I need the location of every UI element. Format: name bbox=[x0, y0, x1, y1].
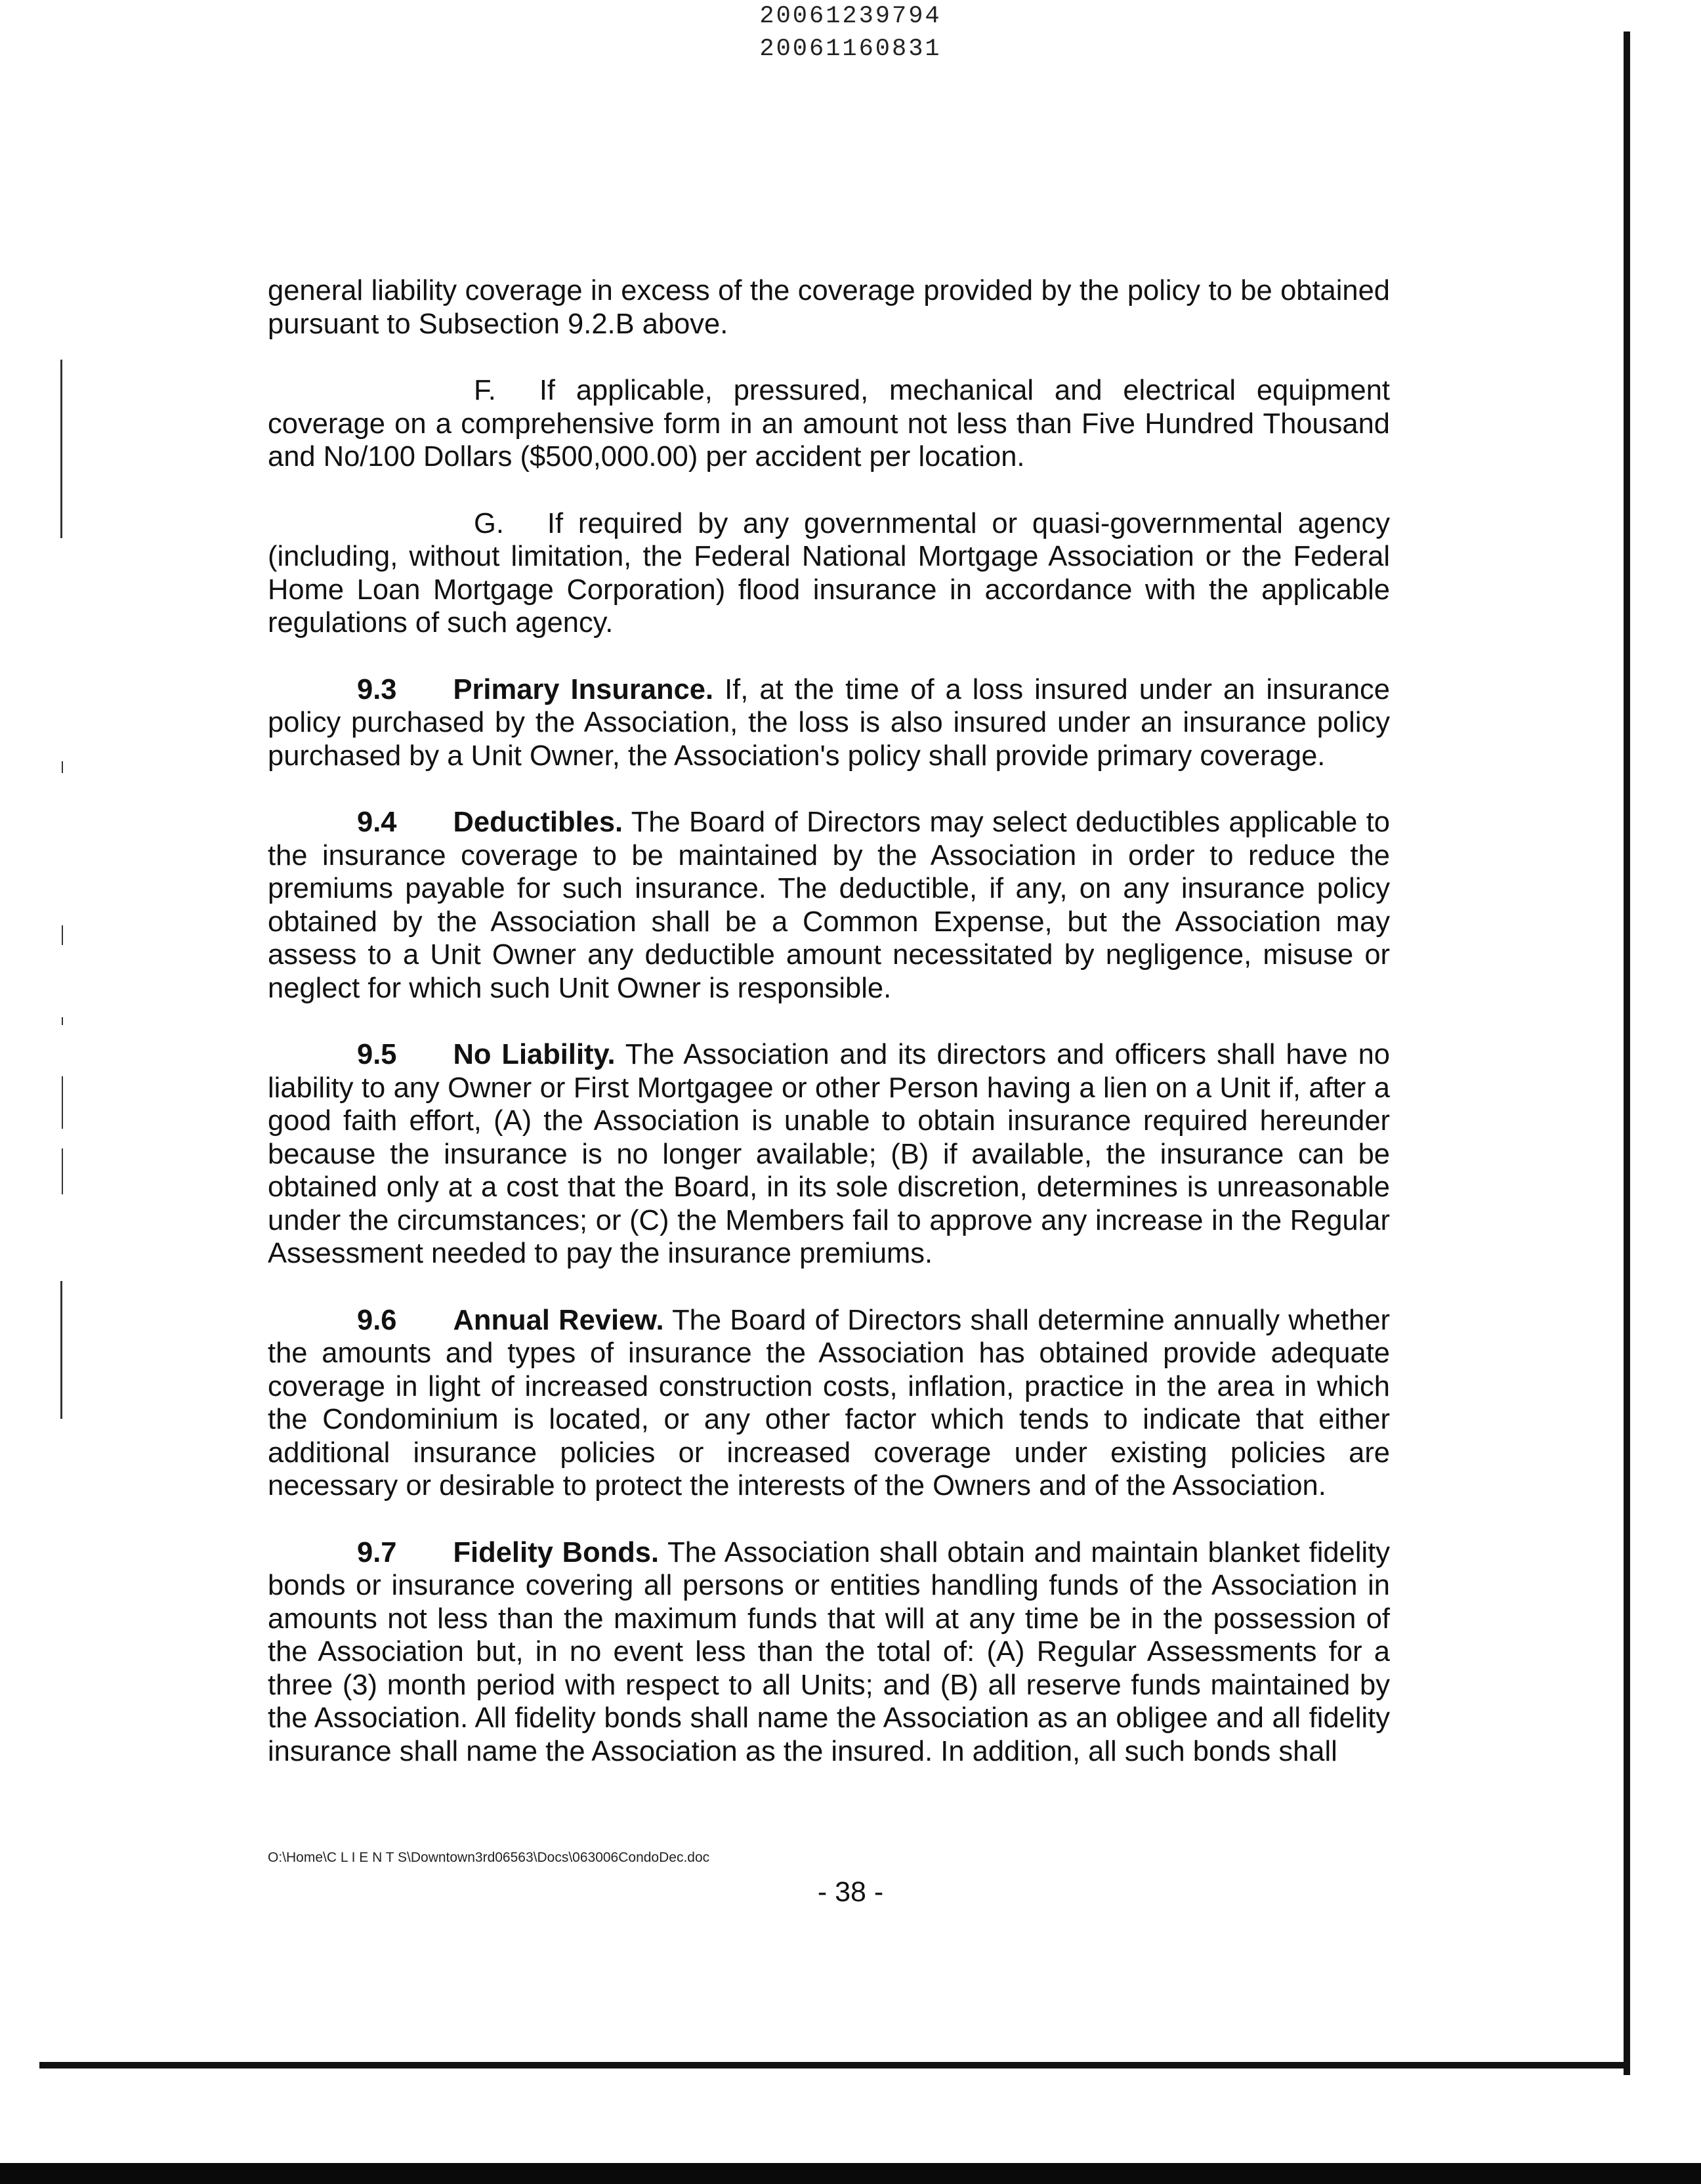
paragraph-continuation bbox=[268, 274, 1390, 341]
section-number: 9.7 bbox=[357, 1536, 397, 1568]
section-9-6 bbox=[268, 1304, 1390, 1503]
recording-number-2: 20061160831 bbox=[759, 35, 942, 63]
margin-mark bbox=[62, 761, 63, 773]
section-number: 9.6 bbox=[357, 1304, 397, 1336]
document-body bbox=[268, 274, 1390, 1768]
margin-mark bbox=[60, 1281, 62, 1419]
scan-edge-bottom bbox=[0, 2163, 1701, 2184]
margin-mark bbox=[62, 925, 63, 945]
margin-mark bbox=[62, 1148, 63, 1194]
page-number: - 38 - bbox=[817, 1876, 884, 1908]
section-number: 9.3 bbox=[357, 673, 397, 705]
scan-border-bottom bbox=[39, 2062, 1630, 2068]
section-number: 9.5 bbox=[357, 1039, 397, 1070]
section-heading: No Liability. bbox=[453, 1039, 616, 1070]
scan-border-right bbox=[1624, 32, 1630, 2075]
recording-number-1: 20061239794 bbox=[759, 3, 942, 30]
subparagraph-g bbox=[268, 507, 1390, 640]
section-9-5 bbox=[268, 1038, 1390, 1270]
section-text: The Board of Directors may select deductibles applicable to the insurance coverage to be maintained by the Association in order to reduce the premiums payable for such insurance. The deductible, if any, on any insurance policy obtained by the Association shall be a Common Expense, but the Association may assess to a Unit Owner any deductible amount necessitated by negligence, misuse or neglect for which such Unit Owner is responsible. bbox=[268, 807, 1390, 1004]
file-path-footer: O:\Home\C L I E N T S\Downtown3rd06563\Docs\063006CondoDec.doc bbox=[268, 1850, 710, 1865]
section-text: The Association shall obtain and maintain blanket fidelity bonds or insurance covering all persons or entities handling funds of the Association in amounts not less than the maximum funds that will at any time be in the possession of the Association but, in no event less than the total of: (A) Regular Assessments for a three (3) month period with respect to all Units; and (B) all reserve funds maintained by the Association. All fidelity bonds shall name the Association as an obligee and all fidelity insurance shall name the Association as the insured. In addition, all such bonds shall bbox=[268, 1536, 1390, 1767]
section-9-4 bbox=[268, 806, 1390, 1005]
section-heading: Deductibles. bbox=[453, 807, 623, 838]
section-9-7 bbox=[268, 1536, 1390, 1769]
section-text: If, at the time of a loss insured under an insurance policy purchased by the Association, the loss is also insured under an insurance policy purchased by a Unit Owner, the Association's policy shall provide primary coverage. bbox=[268, 673, 1390, 772]
section-heading: Fidelity Bonds. bbox=[453, 1536, 660, 1568]
margin-mark bbox=[62, 1076, 63, 1129]
margin-mark bbox=[62, 1017, 63, 1025]
section-text: The Board of Directors shall determine annually whether the amounts and types of insurance the Association has obtained provide adequate coverage in light of increased construction costs, inflation, practice in the area in which the Condominium is located, or any other factor which tends to indicate that either additional insurance policies or increased coverage under existing policies are necessary or desirable to protect the interests of the Owners and of the Association. bbox=[268, 1304, 1390, 1502]
subparagraph-label: G. bbox=[474, 507, 504, 539]
subparagraph-f bbox=[268, 374, 1390, 474]
section-9-3 bbox=[268, 673, 1390, 773]
section-number: 9.4 bbox=[357, 807, 397, 838]
paragraph-text: If applicable, pressured, mechanical and electrical equipment coverage on a comprehensive form in an amount not less than Five Hundred Thousand and No/100 Dollars ($500,000.00) per accident per location. bbox=[268, 375, 1390, 472]
section-text: The Association and its directors and officers shall have no liability to any Owner or First Mortgagee or other Person having a lien on a Unit if, after a good faith effort, (A) the Association is unable to obtain insurance required hereunder because the insurance is no longer available; (B) if available, the insurance can be obtained only at a cost that the Board, in its sole discretion, determines is unreasonable under the circumstances; or (C) the Members fail to approve any increase in the Regular Assessment needed to pay the insurance premiums. bbox=[268, 1039, 1390, 1269]
paragraph-text: If required by any governmental or quasi-governmental agency (including, without limitation, the Federal National Mortgage Association or the Federal Home Loan Mortgage Corporation) flood insurance in accordance with the applicable regulations of such agency. bbox=[268, 507, 1390, 639]
section-heading: Primary Insurance. bbox=[453, 673, 714, 705]
subparagraph-label: F. bbox=[474, 375, 496, 406]
margin-mark bbox=[60, 360, 62, 538]
section-heading: Annual Review. bbox=[453, 1304, 664, 1336]
paragraph-text: general liability coverage in excess of the coverage provided by the policy to be obtained pursuant to Subsection 9.2.B above. bbox=[268, 275, 1390, 340]
